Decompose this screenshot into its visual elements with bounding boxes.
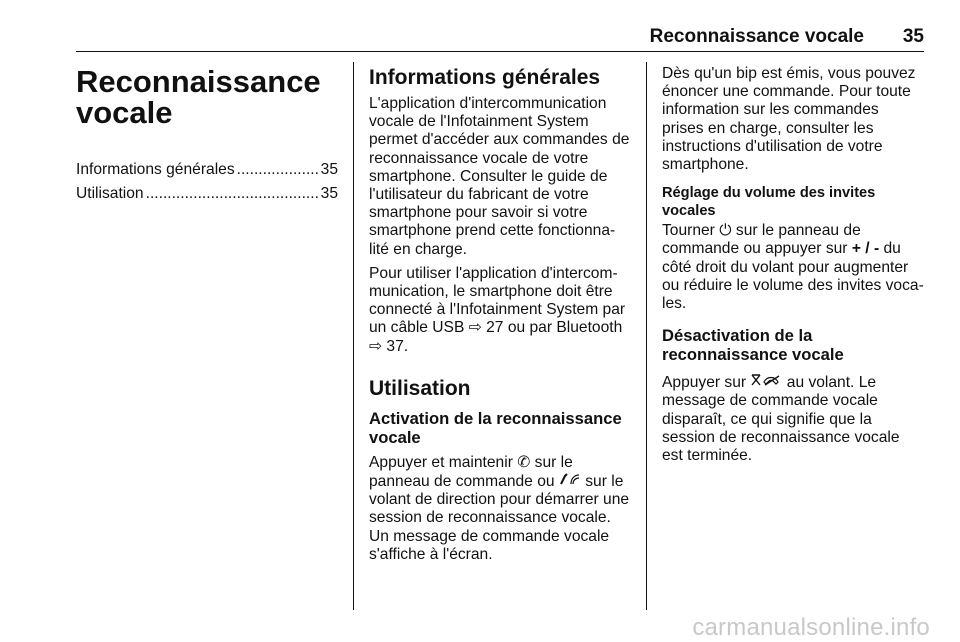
activation-paragraph bbox=[369, 454, 635, 564]
continuation-paragraph bbox=[662, 65, 926, 174]
running-title: Reconnaissance vocale bbox=[649, 26, 864, 47]
heading-line: reconnaissance vocale bbox=[662, 345, 844, 365]
text-line: côté droit du volant pour augmenter bbox=[662, 258, 909, 276]
text-line: message de commande vocale bbox=[662, 392, 878, 410]
toc-label: Utilisation bbox=[76, 185, 144, 202]
text-line: sur le panneau de bbox=[735, 222, 861, 240]
text-line: Appuyer et maintenir bbox=[369, 453, 513, 471]
text-line: connecté à l'Infotainment System par bbox=[369, 301, 626, 319]
page-reference[interactable]: 37. bbox=[386, 337, 409, 355]
toc-leader bbox=[146, 185, 319, 203]
text-line: ou réduire le volume des invites voca- bbox=[662, 276, 924, 294]
deactivation-paragraph bbox=[662, 373, 926, 465]
watermark: carmanualsonline.info bbox=[692, 614, 930, 641]
text-line: prises en charge, consulter les bbox=[662, 119, 874, 137]
chapter-column bbox=[76, 62, 338, 209]
heading-line: Désactivation de la bbox=[662, 326, 813, 346]
voice-steering-icon-svg bbox=[559, 472, 581, 486]
column-divider-1 bbox=[353, 62, 354, 610]
section-heading-usage: Utilisation bbox=[369, 376, 471, 400]
page-number: 35 bbox=[902, 26, 924, 47]
chapter-toc bbox=[76, 161, 338, 209]
toc-item[interactable] bbox=[76, 161, 338, 185]
text-line: ou par Bluetooth bbox=[507, 319, 623, 337]
volume-key-label: + / - bbox=[851, 240, 880, 258]
text-line: sur le bbox=[585, 473, 624, 491]
text-line: reconnaissance vocale de votre bbox=[369, 149, 589, 167]
text-line: smartphone. Consulter le guide de bbox=[369, 167, 608, 185]
toc-item[interactable] bbox=[76, 185, 338, 209]
text-line: commande ou appuyer sur bbox=[662, 240, 848, 258]
heading-line: vocale bbox=[369, 427, 421, 447]
text-line: un câble USB bbox=[369, 319, 465, 337]
header-rule bbox=[76, 51, 924, 52]
page-reference-icon: ⇨ bbox=[369, 337, 383, 355]
text-line: information sur les commandes bbox=[662, 101, 879, 119]
text-line: vocale de l'Infotainment System bbox=[369, 113, 589, 131]
volume-paragraph bbox=[662, 222, 926, 313]
page-reference-icon: ⇨ bbox=[468, 319, 482, 337]
text-line: instructions d'utilisation de votre bbox=[662, 137, 883, 155]
voice-steering-icon bbox=[559, 472, 581, 491]
general-column bbox=[369, 62, 635, 564]
power-knob-icon: ⏻ bbox=[719, 222, 732, 240]
heading-line: Réglage du volume des invites bbox=[662, 185, 876, 202]
text-line: smartphone. bbox=[662, 156, 749, 174]
subheading-activation bbox=[369, 409, 635, 447]
text-line: s'affiche à l'écran. bbox=[369, 545, 493, 563]
page-header bbox=[76, 26, 924, 52]
text-line: Un message de commande vocale bbox=[369, 527, 610, 545]
page-reference[interactable]: 27 bbox=[486, 319, 504, 337]
text-line: smartphone prend cette fonctionna- bbox=[369, 222, 616, 240]
toc-page: 35 bbox=[320, 185, 338, 202]
text-line: l'utilisateur du fabricant de votre bbox=[369, 186, 589, 204]
subheading-volume bbox=[662, 185, 926, 220]
text-line: smartphone pour savoir si votre bbox=[369, 204, 588, 222]
text-line: sur le bbox=[534, 453, 573, 471]
column-divider-2 bbox=[646, 62, 647, 610]
general-paragraph-2 bbox=[369, 265, 635, 356]
text-line: au volant. Le bbox=[786, 374, 877, 392]
text-line: munication, le smartphone doit être bbox=[369, 283, 613, 301]
text-line: Tourner bbox=[662, 222, 715, 240]
usage-column bbox=[662, 62, 926, 465]
text-line: volant de direction pour démarrer une bbox=[369, 491, 630, 509]
text-line: disparaît, ce qui signifie que la bbox=[662, 410, 872, 428]
text-line: Pour utiliser l'application d'intercom- bbox=[369, 264, 618, 282]
text-line: session de reconnaissance vocale bbox=[662, 428, 900, 446]
heading-line: Activation de la reconnaissance bbox=[369, 408, 622, 428]
toc-label: Informations générales bbox=[76, 161, 235, 178]
toc-leader bbox=[237, 161, 319, 179]
text-line: panneau de commande ou bbox=[369, 473, 555, 491]
mute-hangup-icon-svg bbox=[750, 373, 782, 387]
text-line: est terminée. bbox=[662, 447, 753, 465]
text-line: lité en charge. bbox=[369, 240, 467, 258]
chapter-title bbox=[76, 66, 338, 128]
chapter-title-line: vocale bbox=[76, 95, 173, 130]
text-line: permet d'accéder aux commandes de bbox=[369, 131, 630, 149]
text-line: session de reconnaissance vocale. bbox=[369, 509, 611, 527]
phone-icon: ✆ bbox=[517, 453, 531, 471]
subheading-deactivation bbox=[662, 326, 926, 364]
text-line: L'application d'intercommunication bbox=[369, 95, 607, 112]
text-line: énoncer une commande. Pour toute bbox=[662, 83, 911, 101]
text-line: Dès qu'un bip est émis, vous pouvez bbox=[662, 65, 916, 82]
chapter-title-line: Reconnaissance bbox=[76, 64, 321, 99]
text-line: du bbox=[883, 240, 901, 258]
text-line: Appuyer sur bbox=[662, 374, 747, 392]
mute-hangup-icon bbox=[750, 373, 782, 392]
toc-page: 35 bbox=[320, 161, 338, 178]
general-paragraph-1 bbox=[369, 95, 635, 259]
section-heading-general: Informations générales bbox=[369, 66, 601, 89]
text-line: les. bbox=[662, 295, 687, 313]
heading-line: vocales bbox=[662, 202, 716, 219]
